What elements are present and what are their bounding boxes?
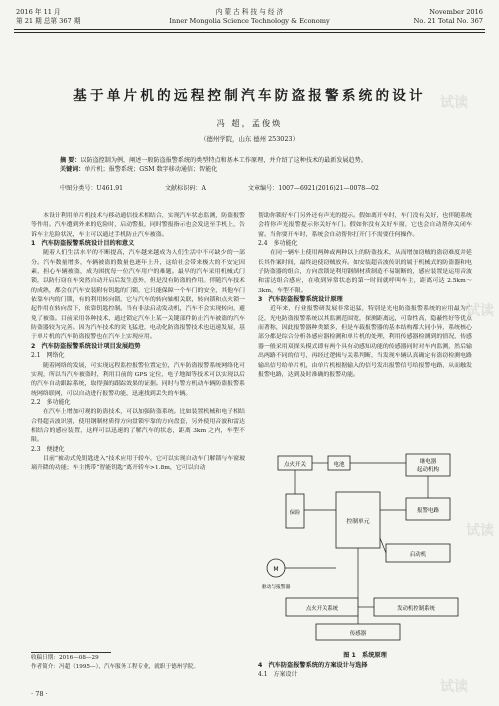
engine-control-label: 发动机控制系统 bbox=[397, 606, 435, 612]
subsection-heading: 2.3 便捷化 bbox=[31, 445, 65, 453]
paragraph: 在汽车上增加可观的防盗技术，可以加强防盗系统。比如装置机械和电子相结合得超音波识别，使用钢制材质得方向盘锁牢靠的方向盘套，另外使用音波和雷达相结合的感应装置，这样可以迅速的了解汽车的状态，距离 3km 之内，车型不限。 bbox=[31, 408, 245, 444]
journal-name-cn: 内 蒙 古 科 技 与 经 济 bbox=[215, 8, 284, 16]
ignition-system-label: 点火开关系统 bbox=[305, 606, 339, 612]
section-heading: 3 汽车防盗报警系统设计原理 bbox=[258, 296, 343, 304]
sensor-label: 传感器 bbox=[349, 631, 367, 637]
journal-name-en: Inner Mongolia Science Technology & Economy bbox=[169, 17, 330, 25]
watermark: 试读 bbox=[440, 95, 468, 111]
watermark: 试读 bbox=[466, 303, 494, 319]
section-heading: 4 汽车防盗报警系统的方案设计与选择 bbox=[258, 662, 368, 669]
footnote-rule bbox=[31, 652, 111, 653]
paragraph: 随着人们生活水平的不断提高，汽车越来越成为人们生活中不可缺少的一部分。汽车数量增多，车辆被盗的数量也逐年上升，这给社会带来极大的不安定因素，担心车辆被盗，成为困扰每一位汽车用户的难题。最早的汽车采用机械式门锁，以防行窃在车突然自动开启后发生意外，但是没有防盗的作用。伴随汽车技术的成熟，都会在汽车安装附有钥匙的门锁，它只能保障一个车门的安全，其他车门依靠车内的门锁，有的利用转向锁，它与汽车的转向轴相关联，转向锁和点火锁一起作用在转向盘下，依靠钥匙控制。当有非法启动发动机，汽车不会实现转向，避免了被盗。目前采用各种技术，通过锁定汽车上某一关键部件防止汽车被盗的汽车防盗器较为完善。因为汽车技术的突飞猛进，电动化防盗报警技术也迅速发展，基于单片机的汽车防盗报警也在汽车上实现应用。 bbox=[31, 249, 245, 341]
page-number: · 78 · bbox=[31, 690, 48, 698]
siren-label: 报警电路 bbox=[416, 508, 440, 514]
fuse-label: 保险 bbox=[289, 510, 301, 516]
start-label: 启动机 bbox=[409, 552, 427, 558]
header-date-en: November 2016 bbox=[429, 8, 483, 16]
subsection-heading: 4.1 方案设计 bbox=[258, 671, 298, 679]
right-column bbox=[258, 211, 472, 379]
classification-line bbox=[60, 183, 480, 192]
abstract-label: 摘 要： bbox=[60, 157, 81, 164]
watermark: 试读 bbox=[440, 679, 468, 695]
clc-number: 中图分类号：U461.91 bbox=[60, 185, 124, 192]
battery-label: 电池 bbox=[333, 462, 345, 468]
driver-label: 起动机构 bbox=[416, 467, 440, 473]
footnote bbox=[31, 654, 245, 671]
paragraph: 本设计利用单片机技术与移动通信技术相结合，实现汽车状态监测，防盗报警等作用。汽车遭到外来的危险时，启动警报，同时警报指示也会发送至手机上，告诉车主危险状况，车主可以通过手机防止汽车被盗。 bbox=[31, 212, 245, 238]
subsection-heading: 2.1 网络化 bbox=[31, 352, 65, 360]
paragraph: 目前“被动式免钥匙进入”技术应用于轿车，它可以实现自动车门解锁与车窗玻璃升降的功能；车主携带“智能钥匙”离开轿车>1.8m，它可以自动 bbox=[31, 454, 246, 472]
header-rule-thin bbox=[14, 32, 485, 33]
ignition-lock-label: 点火开关 bbox=[283, 462, 307, 468]
paragraph: 近年来，行业报警研发展非常迅猛，特别是光电防盗报警系统的应用最为广泛，光电防盗报警系统以其监测范围宽，探测距离远，可靠性高，隐蔽性好等优点而著称，因此报警器种类繁多，但是车载报警器的基本结构都大同小异，系统核心部分都是综合分析各感应器检测和单片机的处理，利用传感器检测到的情况，传感器一般采用双探头模式即有两个具有动感知功能的传感器同时对车内监测，然后输出两路不同的信号，再经过逻辑与关系判断，当发现车辆认真确定有盗窃检测电路输出信号给单片机，由单片机根据输入的信号发出报警信号给报警电路，从而触发报警电路，达到及时准确的报警功能。 bbox=[258, 305, 472, 378]
keywords: 单片机；报警系统；GSM 数字移动通信；智能化 bbox=[84, 166, 218, 174]
motor-letter: M bbox=[273, 566, 279, 573]
affiliation: （德州学院，山东 德州 253023） bbox=[200, 135, 299, 143]
section-heading: 2 汽车防盗报警系统设计项目发展趋势 bbox=[31, 342, 141, 350]
relay-label: 继电器 bbox=[419, 459, 437, 465]
header-right bbox=[414, 8, 483, 26]
paragraph: 在同一辆车上使用两种或两种以上的防盗技术，从而增加窃贼的盗窃难度并延长其作案时间，最终迫使窃贼放弃。如安装超音波传讯的属于机械式的防盗器和电子防盗器的组合，方向盘锁是利用钢制材质制造不易锯断的，感应装置是运用音波和雷达组合感应，在收到异常状态的第一时间就呼叫车主，距离可达 2.5km～3km，车型不限。 bbox=[258, 249, 472, 294]
paragraph: 随着网络的发展，可实现远程监控报警位置定位，汽车防盗报警系统网络化可实现，所以当汽车被盗时，利用目前的 GPS 定位，电子地图等技术可以实现以后的汽车自动跟踪系统，取得强的跟踪效果的证据。同时与警方机动车辆防盗报警系统网络联网，可以自动进行报警功能，迅速找到丢失的车辆。 bbox=[31, 361, 245, 397]
authors: 冯 超，孟俊焕 bbox=[216, 118, 283, 128]
header-date: 2016 年 11 月 bbox=[16, 8, 61, 16]
subsection-heading: 2.2 多功能化 bbox=[31, 398, 71, 406]
watermark: 试读 bbox=[466, 523, 494, 539]
abstract bbox=[60, 156, 470, 175]
section-heading: 1 汽车防盗报警系统设计目的和意义 bbox=[31, 240, 135, 248]
header-rule bbox=[14, 29, 485, 30]
keywords-label: 关键词： bbox=[60, 166, 85, 174]
abstract-text: 以防盗控制为例，阐述一般防盗报警系统的类型特点和基本工作原理，并介绍了这种技术的最新发展趋势。 bbox=[80, 157, 367, 164]
header-issue-en: No. 21 Total No. 367 bbox=[413, 17, 483, 25]
motor-label: 驱动与报警器 bbox=[261, 585, 291, 590]
doc-code: 文献标识码：A bbox=[164, 185, 206, 192]
author-bio: 作者简介：冯超（1995—），汽车服务工程专业，就职于德州学院。 bbox=[31, 663, 200, 670]
subsection-heading: 2.4 多功能化 bbox=[258, 240, 298, 248]
paper-title: 基于单片机的远程控制汽车防盗报警系统的设计 bbox=[73, 88, 426, 104]
header-issue: 第 21 期 总第 367 期 bbox=[16, 17, 81, 25]
control-unit-label: 控制单元 bbox=[346, 519, 370, 525]
received-date: 收稿日期：2016—08—29 bbox=[31, 655, 99, 661]
left-column bbox=[31, 211, 245, 473]
figure-caption: 图 1 系统原理 bbox=[343, 652, 387, 659]
paragraph: 帮助你锁好车门另外还有声光的提示。假如离开车时，车门没有关好，也伴随系统会将你声光报警提示你关好车门。假如你没有关好车窗，它也会自动帮你关闭车窗。当你要开车时，系统会自动帮你打开门不需要任何操作。 bbox=[258, 212, 472, 238]
system-diagram bbox=[256, 448, 478, 664]
article-id: 文章编号：1007—6921(2016)21—0078—02 bbox=[247, 185, 379, 192]
